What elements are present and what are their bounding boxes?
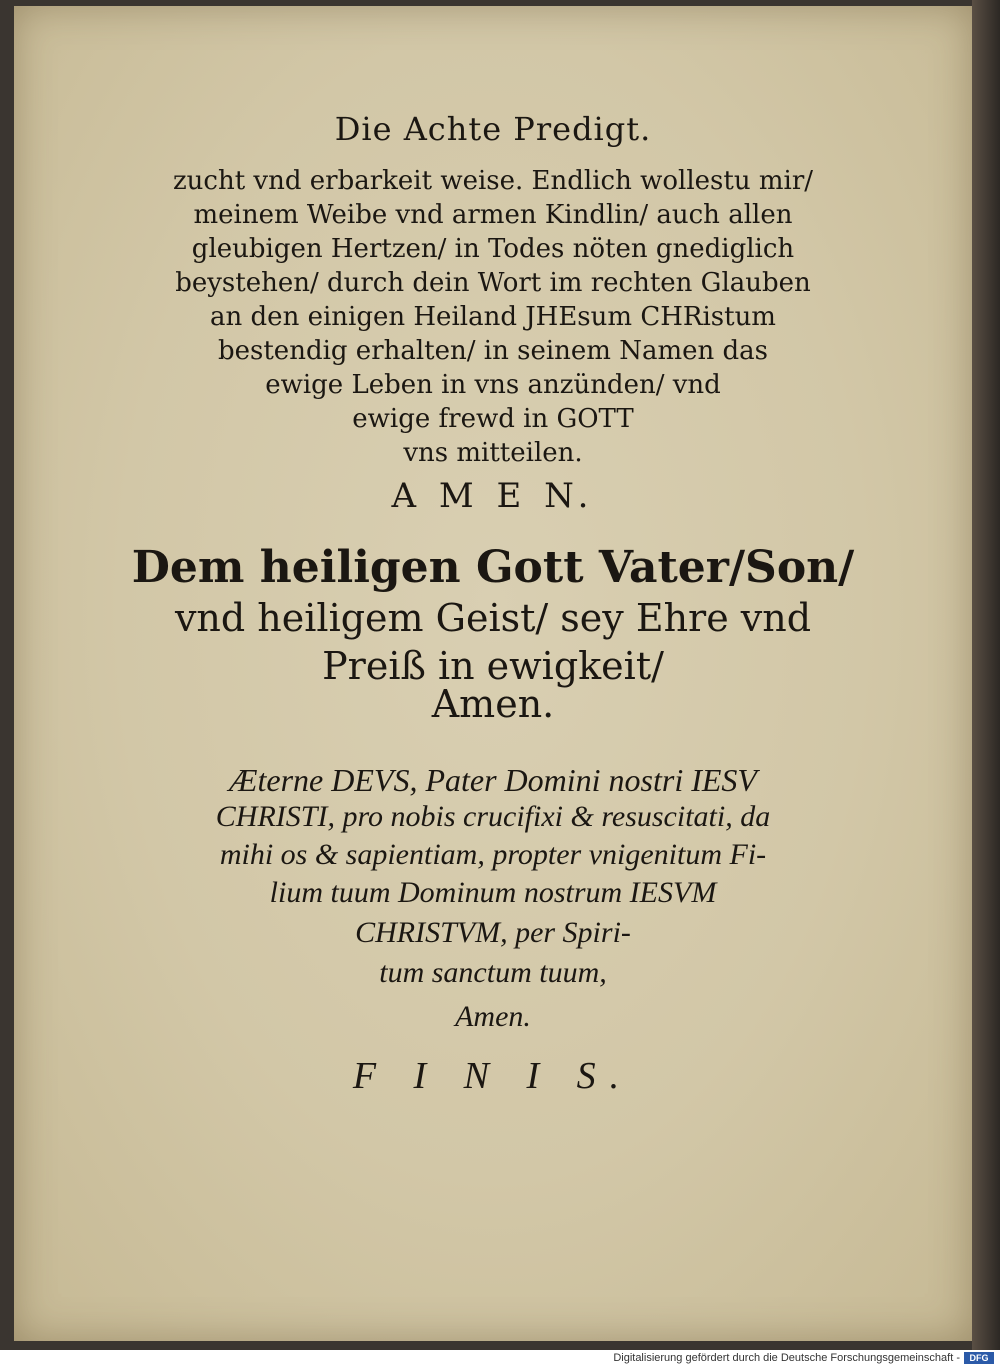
- prayer-line: ewige Leben in vns anzünden/ vnd: [265, 370, 721, 400]
- dfg-logo: DFG: [964, 1352, 994, 1364]
- prayer-line: beystehen/ durch dein Wort im rechten Glauben: [175, 268, 811, 298]
- footer-credit: Digitalisierung gefördert durch die Deutsche Forschungsgemeinschaft -: [613, 1352, 960, 1364]
- page-title: Die Achte Predigt.: [334, 110, 652, 148]
- latin-line: CHRISTI, pro nobis crucifixi & resuscitati, da: [215, 800, 771, 833]
- prayer-line: bestendig erhalten/ in seinem Namen das: [217, 336, 768, 366]
- prayer-line: an den einigen Heiland JHEsum CHRistum: [210, 302, 776, 332]
- latin-line: mihi os & sapientiam, propter vnigenitum Fi-: [219, 838, 767, 871]
- latin-line: lium tuum Dominum nostrum IESVM: [269, 876, 717, 909]
- doxology-line: Preiß in ewigkeit/: [322, 644, 664, 688]
- scan-edge: [972, 0, 1000, 1350]
- doxology-line: Dem heiligen Gott Vater/Son/: [131, 542, 855, 593]
- amen-heading: A M E N.: [391, 476, 595, 516]
- doxology-line: vnd heiligem Geist/ sey Ehre vnd: [174, 596, 812, 640]
- latin-line: tum sanctum tuum,: [379, 956, 607, 989]
- prayer-line: vns mitteilen.: [403, 438, 583, 468]
- prayer-line: ewige frewd in GOTT: [352, 404, 634, 434]
- latin-line: Amen.: [455, 1000, 531, 1033]
- latin-line: Æterne DEVS, Pater Domini nostri IESV: [229, 762, 757, 798]
- latin-line: CHRISTVM, per Spiri-: [355, 916, 631, 949]
- finis-text: F I N I S.: [352, 1055, 634, 1097]
- doxology-line: Amen.: [431, 682, 555, 726]
- prayer-line: meinem Weibe vnd armen Kindlin/ auch allen: [193, 200, 793, 230]
- document-page: [14, 6, 972, 1341]
- footer-bar: [0, 1350, 1000, 1367]
- prayer-line: zucht vnd erbarkeit weise. Endlich wollestu mir/: [172, 166, 814, 196]
- prayer-line: gleubigen Hertzen/ in Todes nöten gnediglich: [191, 234, 795, 264]
